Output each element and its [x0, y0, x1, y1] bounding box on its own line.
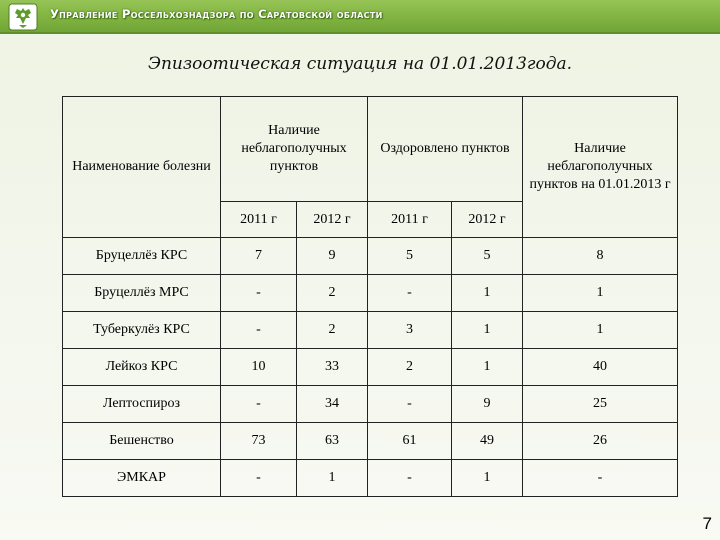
year-header: 2012 г — [452, 202, 523, 238]
table-cell: 2 — [297, 275, 368, 312]
table-cell: 9 — [452, 386, 523, 423]
table-cell: 1 — [452, 460, 523, 497]
table-cell: 26 — [523, 423, 678, 460]
table-cell: 63 — [297, 423, 368, 460]
page-title: Эпизоотическая ситуация на 01.01.2013года. — [147, 54, 573, 74]
table-cell: 1 — [523, 275, 678, 312]
table-cell: 2 — [297, 312, 368, 349]
disease-name: Бруцеллёз МРС — [63, 275, 221, 312]
table-cell: 2 — [368, 349, 452, 386]
table-cell: - — [221, 275, 297, 312]
table-cell: 25 — [523, 386, 678, 423]
table-cell: 1 — [452, 275, 523, 312]
year-header: 2011 г — [221, 202, 297, 238]
header-divider — [0, 32, 720, 34]
table-row — [63, 275, 678, 312]
table-cell: 1 — [452, 349, 523, 386]
table-cell: 73 — [221, 423, 297, 460]
table-cell: 61 — [368, 423, 452, 460]
disease-name: ЭМКАР — [63, 460, 221, 497]
table-cell: 5 — [452, 238, 523, 275]
table-cell: - — [221, 460, 297, 497]
table-cell: 1 — [297, 460, 368, 497]
table-cell: 49 — [452, 423, 523, 460]
table-row — [63, 423, 678, 460]
table-cell: - — [221, 386, 297, 423]
table-row — [63, 238, 678, 275]
epizootic-table — [62, 96, 678, 497]
table-row — [63, 349, 678, 386]
table-cell: 9 — [297, 238, 368, 275]
organization-title: Управление Россельхознадзора по Саратовской области — [50, 7, 383, 21]
table-row — [63, 460, 678, 497]
table-cell: 8 — [523, 238, 678, 275]
header-recovered-points: Оздоровлено пунктов — [368, 97, 523, 202]
table-cell: - — [221, 312, 297, 349]
table-cell: - — [368, 386, 452, 423]
table-row — [63, 386, 678, 423]
table-cell: 34 — [297, 386, 368, 423]
disease-name: Туберкулёз КРС — [63, 312, 221, 349]
table-cell: 1 — [523, 312, 678, 349]
table-cell: 33 — [297, 349, 368, 386]
disease-name: Бруцеллёз КРС — [63, 238, 221, 275]
table-cell: - — [368, 275, 452, 312]
year-header: 2012 г — [297, 202, 368, 238]
header-unsafe-on-date: Наличие неблагополучных пунктов на 01.01.2013 г — [523, 97, 678, 238]
header-unsafe-points: Наличие неблагополучных пунктов — [221, 97, 368, 202]
table-cell: 40 — [523, 349, 678, 386]
disease-name: Лептоспироз — [63, 386, 221, 423]
table-cell: - — [523, 460, 678, 497]
disease-name: Лейкоз КРС — [63, 349, 221, 386]
header-bar — [0, 0, 720, 34]
table-cell: 3 — [368, 312, 452, 349]
table-cell: - — [368, 460, 452, 497]
disease-name: Бешенство — [63, 423, 221, 460]
table-cell: 5 — [368, 238, 452, 275]
table-row — [63, 312, 678, 349]
table-cell: 1 — [452, 312, 523, 349]
eagle-emblem-icon — [8, 3, 38, 31]
header-disease-name: Наименование болезни — [63, 97, 221, 238]
table-cell: 10 — [221, 349, 297, 386]
year-header: 2011 г — [368, 202, 452, 238]
page-number: 7 — [702, 514, 712, 533]
table-cell: 7 — [221, 238, 297, 275]
